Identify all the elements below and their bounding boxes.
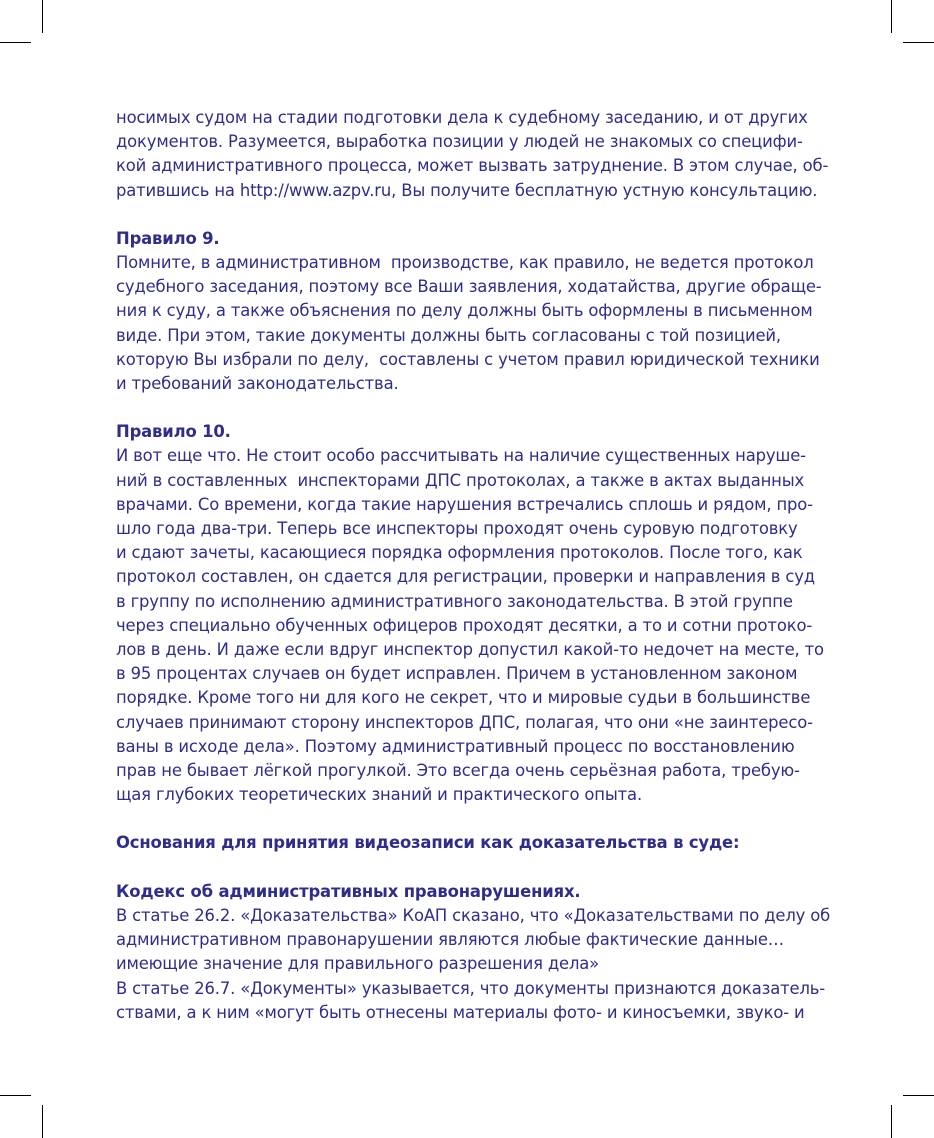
spacer xyxy=(116,396,826,420)
crop-mark-bottom-right-horizontal xyxy=(903,1095,934,1096)
rule-10-heading: Правило 10. xyxy=(116,422,231,442)
crop-mark-top-left-vertical xyxy=(42,0,43,33)
text-line: И вот еще что. Не стоит особо рассчитывать на наличие существенных наруше- xyxy=(116,446,806,466)
text-line: щая глубоких теоретических знаний и практического опыта. xyxy=(116,785,643,805)
text-line: носимых судом на стадии подготовки дела к судебному заседанию, и от других xyxy=(116,108,808,127)
koap-section xyxy=(116,880,831,1025)
crop-mark-top-right-horizontal xyxy=(903,42,934,43)
text-line: кой административного процесса, может вызвать затруднение. В этом случае, об- xyxy=(116,156,829,176)
crop-mark-bottom-left-horizontal xyxy=(0,1095,31,1096)
text-line: ний в составленных инспекторами ДПС протоколах, а также в актах выданных xyxy=(116,470,805,490)
intro-paragraph xyxy=(116,106,829,203)
text-line: случаев принимают сторону инспекторов ДПС, полагая, что они «не заинтересо- xyxy=(116,712,813,732)
text-line: документов. Разумеется, выработка позиции у людей не знакомых со специфи- xyxy=(116,132,803,152)
text-line: виде. При этом, такие документы должны быть согласованы с той позицией, xyxy=(116,325,781,345)
text-line: порядке. Кроме того ни для кого не секрет, что и мировые судьи в большинстве xyxy=(116,688,811,708)
text-line: ния к суду, а также объяснения по делу должны быть оформлены в письменном xyxy=(116,301,813,321)
text-line: судебного заседания, поэтому все Ваши заявления, ходатайства, другие обраще- xyxy=(116,277,822,297)
text-line: шло года два-три. Теперь все инспекторы проходят очень суровую подготовку xyxy=(116,519,798,539)
text-line: В статье 26.7. «Документы» указывается, что документы признаются доказатель- xyxy=(116,978,826,998)
text-line: в группу по исполнению административного законодательства. В этой группе xyxy=(116,591,793,611)
text-line: врачами. Со времени, когда такие нарушения встречались сплошь и рядом, про- xyxy=(116,494,813,514)
text-line: административном правонарушении являются любые фактические данные… xyxy=(116,930,784,950)
text-line: прав не бывает лёгкой прогулкой. Это всегда очень серьёзная работа, требую- xyxy=(116,761,800,781)
text-line: и требований законодательства. xyxy=(116,374,399,394)
text-line: ваны в исходе дела». Поэтому административный процесс по восстановлению xyxy=(116,736,795,756)
crop-mark-top-right-vertical xyxy=(891,0,892,33)
text-line: в 95 процентах случаев он будет исправлен. Причем в установленном законом xyxy=(116,664,798,684)
text-line: и сдают зачеты, касающиеся порядка оформления протоколов. После того, как xyxy=(116,543,803,563)
text-line: Помните, в административном производстве, как правило, не ведется протокол xyxy=(116,253,814,273)
document-page xyxy=(116,106,831,1025)
crop-mark-top-left-horizontal xyxy=(0,42,31,43)
rule-10-section xyxy=(116,420,826,807)
crop-mark-bottom-right-vertical xyxy=(891,1105,892,1138)
text-line: протокол составлен, он сдается для регистрации, проверки и направления в суд xyxy=(116,567,815,587)
rule-9-heading: Правило 9. xyxy=(116,228,220,248)
spacer xyxy=(116,807,826,831)
text-line: которую Вы избрали по делу, составлены с учетом правил юридической техники xyxy=(116,349,820,369)
text-line: ратившись на http://www.azpv.ru, Вы получите бесплатную устную консультацию. xyxy=(116,180,818,200)
spacer xyxy=(116,856,826,880)
rule-9-section xyxy=(116,227,826,396)
koap-heading: Кодекс об административных правонарушениях. xyxy=(116,881,581,901)
spacer xyxy=(116,203,826,227)
grounds-heading: Основания для принятия видеозаписи как доказательства в суде: xyxy=(116,833,740,853)
text-line: лов в день. И даже если вдруг инспектор допустил какой-то недочет на месте, то xyxy=(116,640,824,660)
crop-mark-bottom-left-vertical xyxy=(42,1105,43,1138)
text-line: ствами, а к ним «могут быть отнесены материалы фото- и киносъемки, звуко- и xyxy=(116,1002,805,1022)
text-line: В статье 26.2. «Доказательства» КоАП сказано, что «Доказательствами по делу об xyxy=(116,905,831,925)
text-line: через специально обученных офицеров проходят десятки, а то и сотни протоко- xyxy=(116,615,813,635)
text-line: имеющие значение для правильного разрешения дела» xyxy=(116,954,600,974)
